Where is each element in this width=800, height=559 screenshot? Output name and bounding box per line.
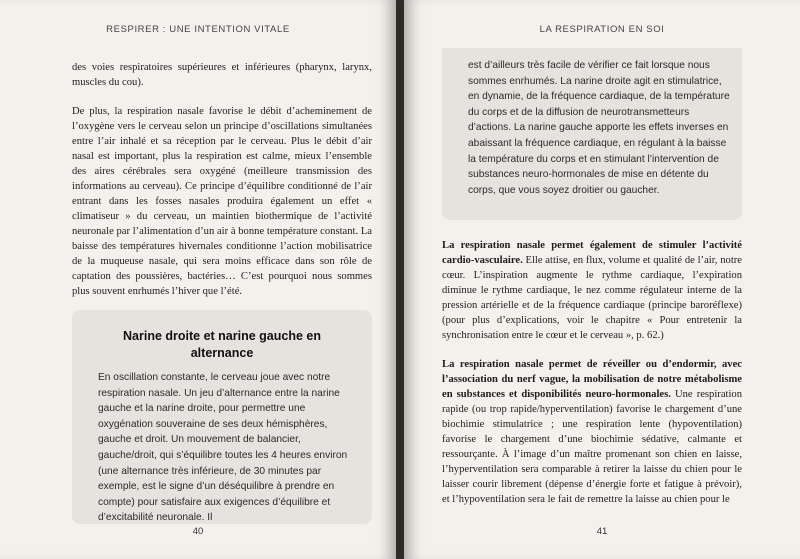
left-paragraph-continuation: des voies respiratoires supérieures et inférieures (pharynx, larynx, muscles du cou). xyxy=(72,62,372,88)
right-paragraph-vagus xyxy=(442,357,742,507)
sidebar-box-continued-text: est d’ailleurs très facile de vérifier ce fait lorsque nous sommes enrhumés. La narine droite agit en stimulatrice, en dynamie, de la fréquence cardiaque, de la température du corps et de la diffusion de neurotransmetteurs d’actions. La narine gauche apporte les effets inverses en abaissant la fréquence cardiaque, en régulant à la baisse la température du corps et en stimulant l’intervention de substances neuro-hormonales de mise en détente du corps, que vous soyez droitier ou gaucher. xyxy=(468,60,730,196)
left-page xyxy=(0,0,396,559)
running-header-right: LA RESPIRATION EN SOI xyxy=(539,24,665,35)
sidebar-box-text: En oscillation constante, le cerveau joue avec notre respiration nasale. Un jeu d’alternance entre la narine gauche et la narine droite, pour permettre une oxygénation souveraine de ses deux hémisphères, gauche et droit. Un mouvement de balancier, gauche/droit, qui s’équilibre toutes les 4 heures environ (une alternance très inférieure, de 30 minutes par exemple, est le signe d’un déséquilibre à prendre en compte) pour satisfaire aux exigences d’équilibre et d’excitabilité neuronale. Il xyxy=(98,372,348,524)
right-paragraph-cardio xyxy=(442,238,742,343)
right-page xyxy=(404,0,800,559)
left-paragraph-nasal-flow: De plus, la respiration nasale favorise le débit d’acheminement de l’oxygène vers le cerveau selon un principe d’oscillations simultanées entre l’air inhalé et sa réception par le cerveau. Plus le débit d’air nasal est important, plus la respiration est calme, mieux l’ensemble des aires cérébrales sera oxygéné (meilleure transmission des informations au cerveau). Ce principe d’équilibre conditionné de l’air entrant dans les fosses nasales produira également un effet « climatiseur » du cerveau, un maintien biothermique de l’activité neuronale par l’alimentation d’un air à bonne température constant. La baisse des températures hivernales conditionne l’action mobilisatrice de la muqueuse nasale, qui sera moins efficace dans son rôle de captation des poussières, bactéries… C’est pourquoi nous sommes plus souvent enrhumés l’hiver que l’été. xyxy=(72,106,372,297)
right-paragraph-cardio-text: Elle attise, en flux, volume et qualité de l’air, notre cœur. L’inspiration augmente le rythme cardiaque, l’expiration diminue le rythme cardiaque, le nez comme régulateur interne de la pression artérielle et de la fréquence cardiaque (principe baroréflexe) (pour plus d’explications, voir le chapitre « Pour entretenir la synchronisation entre le cœur et le cerveau », p. 62.) xyxy=(442,255,742,341)
sidebar-box-nostrils xyxy=(72,310,372,524)
page-number-left: 40 xyxy=(192,526,204,537)
page-number-right: 41 xyxy=(596,526,608,537)
right-paragraph-vagus-text: Une respiration rapide (ou trop rapide/hyperventilation) favorise le chargement d’une biochimie stimulatrice ; une respiration lente (hypoventilation) favorise le chargement d’une biochimie sédative, calmante et ressourçante. À l’image d’un maître promenant son chien en laisse, l’hyperventilation sera comparable à retirer la laisse du chien pour le laisser courir librement (dépense d’énergie forte et fatigue à prévoir), et l’hypoventilation sera le fait de remettre la laisse au chien pour le xyxy=(442,389,743,505)
running-header-left: RESPIRER : UNE INTENTION VITALE xyxy=(106,24,290,35)
right-paragraph-cardio-lead: La respiration nasale permet également de stimuler l’activité cardio-vasculaire. xyxy=(442,240,742,266)
book-gutter xyxy=(396,0,404,559)
sidebar-box-continued xyxy=(442,48,742,220)
sidebar-box-title: Narine droite et narine gauche en alternance xyxy=(123,329,321,360)
right-paragraph-vagus-lead: La respiration nasale permet de réveiller ou d’endormir, avec l’association du nerf vague, la mobilisation de notre métabolisme en substances et disponibilités neuro-hormonales. xyxy=(442,359,742,400)
right-body xyxy=(442,238,742,507)
left-body xyxy=(72,60,372,299)
